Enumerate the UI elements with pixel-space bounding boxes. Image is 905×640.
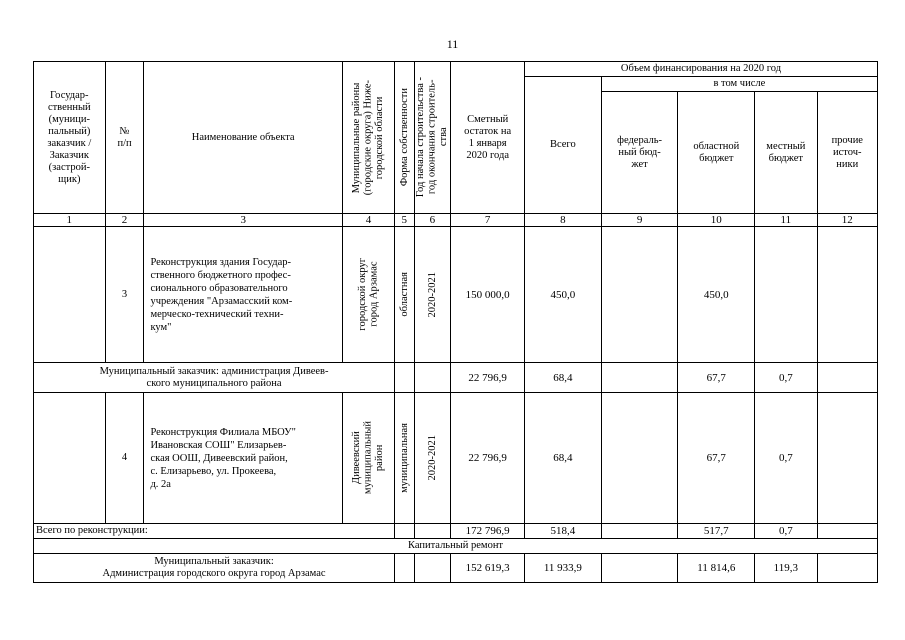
cell-federal: [601, 227, 678, 363]
cell-customer: [34, 227, 106, 363]
header-federal: федераль- ный бюд- жет: [601, 92, 678, 214]
cell-estimate: 172 796,9: [451, 524, 525, 539]
cell-federal: [601, 363, 678, 393]
header-local: местный бюджет: [755, 92, 817, 214]
column-number: 10: [678, 214, 755, 227]
financing-table: [33, 61, 878, 583]
cell-customer: [34, 393, 106, 524]
cell-total: 68,4: [525, 363, 602, 393]
cell-total: 68,4: [525, 393, 602, 524]
column-number: 9: [601, 214, 678, 227]
cell-regional: 67,7: [678, 363, 755, 393]
cell-regional: 67,7: [678, 393, 755, 524]
column-number: 1: [34, 214, 106, 227]
table-row-customer-arzamas: [34, 554, 878, 583]
cell-years: [414, 524, 451, 539]
cell-object-name: Реконструкция здания Государ- ственного бюджетного профес- сионального образовательного учреждения "Арзамасский ком- мерческо-технический техни- кум": [144, 227, 342, 363]
cell-local: 119,3: [755, 554, 817, 583]
column-number: 6: [414, 214, 451, 227]
cell-other: [817, 363, 877, 393]
header-estimate-balance: Сметный остаток на 1 января 2020 года: [451, 62, 525, 214]
header-total: Всего: [525, 77, 602, 214]
cell-estimate: 150 000,0: [451, 227, 525, 363]
section-title: Капитальный ремонт: [34, 539, 878, 554]
cell-other: [817, 393, 877, 524]
header-regional: областной бюджет: [678, 92, 755, 214]
header-funding-group: Объем финансирования на 2020 год: [525, 62, 878, 77]
column-number: 4: [342, 214, 394, 227]
cell-local: 0,7: [755, 363, 817, 393]
header-years: Год начала строительства - год окончания строитель- ства: [414, 62, 451, 214]
column-number: 12: [817, 214, 877, 227]
cell-estimate: 22 796,9: [451, 393, 525, 524]
cell-other: [817, 227, 877, 363]
cell-object-name: Реконструкция Филиала МБОУ" Ивановская СОШ" Елизарьев- ская ООШ, Дивеевский район, с. Елизарьево, ул. Прокеева, д. 2а: [144, 393, 342, 524]
table-row-reconstruction-total: [34, 524, 878, 539]
column-number: 11: [755, 214, 817, 227]
column-number: 2: [105, 214, 144, 227]
cell-years: 2020-2021: [414, 227, 451, 363]
cell-local: [755, 227, 817, 363]
cell-ownership: муниципальная: [395, 393, 414, 524]
table-row-object-3: [34, 227, 878, 363]
cell-ownership: [395, 554, 414, 583]
cell-customer-label: Муниципальный заказчик: Администрация городского округа город Арзамас: [34, 554, 395, 583]
header-customer: Государ- ственный (муници- пальный) заказчик / Заказчик (застрой- щик): [34, 62, 106, 214]
cell-regional: 517,7: [678, 524, 755, 539]
cell-other: [817, 524, 877, 539]
cell-regional: 450,0: [678, 227, 755, 363]
cell-years: [414, 363, 451, 393]
cell-years: [414, 554, 451, 583]
header-other: прочие источ- ники: [817, 92, 877, 214]
cell-ownership: [395, 363, 414, 393]
cell-district: Дивеевский муниципальный район: [342, 393, 394, 524]
cell-customer-label: Муниципальный заказчик: администрация Дивеев- ского муниципального района: [34, 363, 395, 393]
cell-federal: [601, 554, 678, 583]
cell-ownership: областная: [395, 227, 414, 363]
header-ownership: Форма собственности: [395, 62, 414, 214]
cell-local: 0,7: [755, 524, 817, 539]
cell-total-label: Всего по реконструкции:: [34, 524, 395, 539]
header-district: Муниципальные районы (городские округа) Ниже- городской области: [342, 62, 394, 214]
column-number: 8: [525, 214, 602, 227]
cell-regional: 11 814,6: [678, 554, 755, 583]
cell-federal: [601, 393, 678, 524]
column-numbers-row: [34, 214, 878, 227]
cell-total: 11 933,9: [525, 554, 602, 583]
header-object-name: Наименование объекта: [144, 62, 342, 214]
cell-years: 2020-2021: [414, 393, 451, 524]
column-number: 5: [395, 214, 414, 227]
page-number: 11: [446, 37, 459, 51]
cell-total: 518,4: [525, 524, 602, 539]
cell-ownership: [395, 524, 414, 539]
cell-estimate: 22 796,9: [451, 363, 525, 393]
cell-local: 0,7: [755, 393, 817, 524]
column-number: 3: [144, 214, 342, 227]
cell-total: 450,0: [525, 227, 602, 363]
cell-estimate: 152 619,3: [451, 554, 525, 583]
table-row-customer-diveevo: [34, 363, 878, 393]
table-row-section-capital-repair: [34, 539, 878, 554]
cell-district: городской округ город Арзамас: [342, 227, 394, 363]
cell-federal: [601, 524, 678, 539]
header-index: № п/п: [105, 62, 144, 214]
cell-index: 4: [105, 393, 144, 524]
cell-index: 3: [105, 227, 144, 363]
table-row-object-4: [34, 393, 878, 524]
column-number: 7: [451, 214, 525, 227]
header-including: в том числе: [601, 77, 877, 92]
cell-other: [817, 554, 877, 583]
